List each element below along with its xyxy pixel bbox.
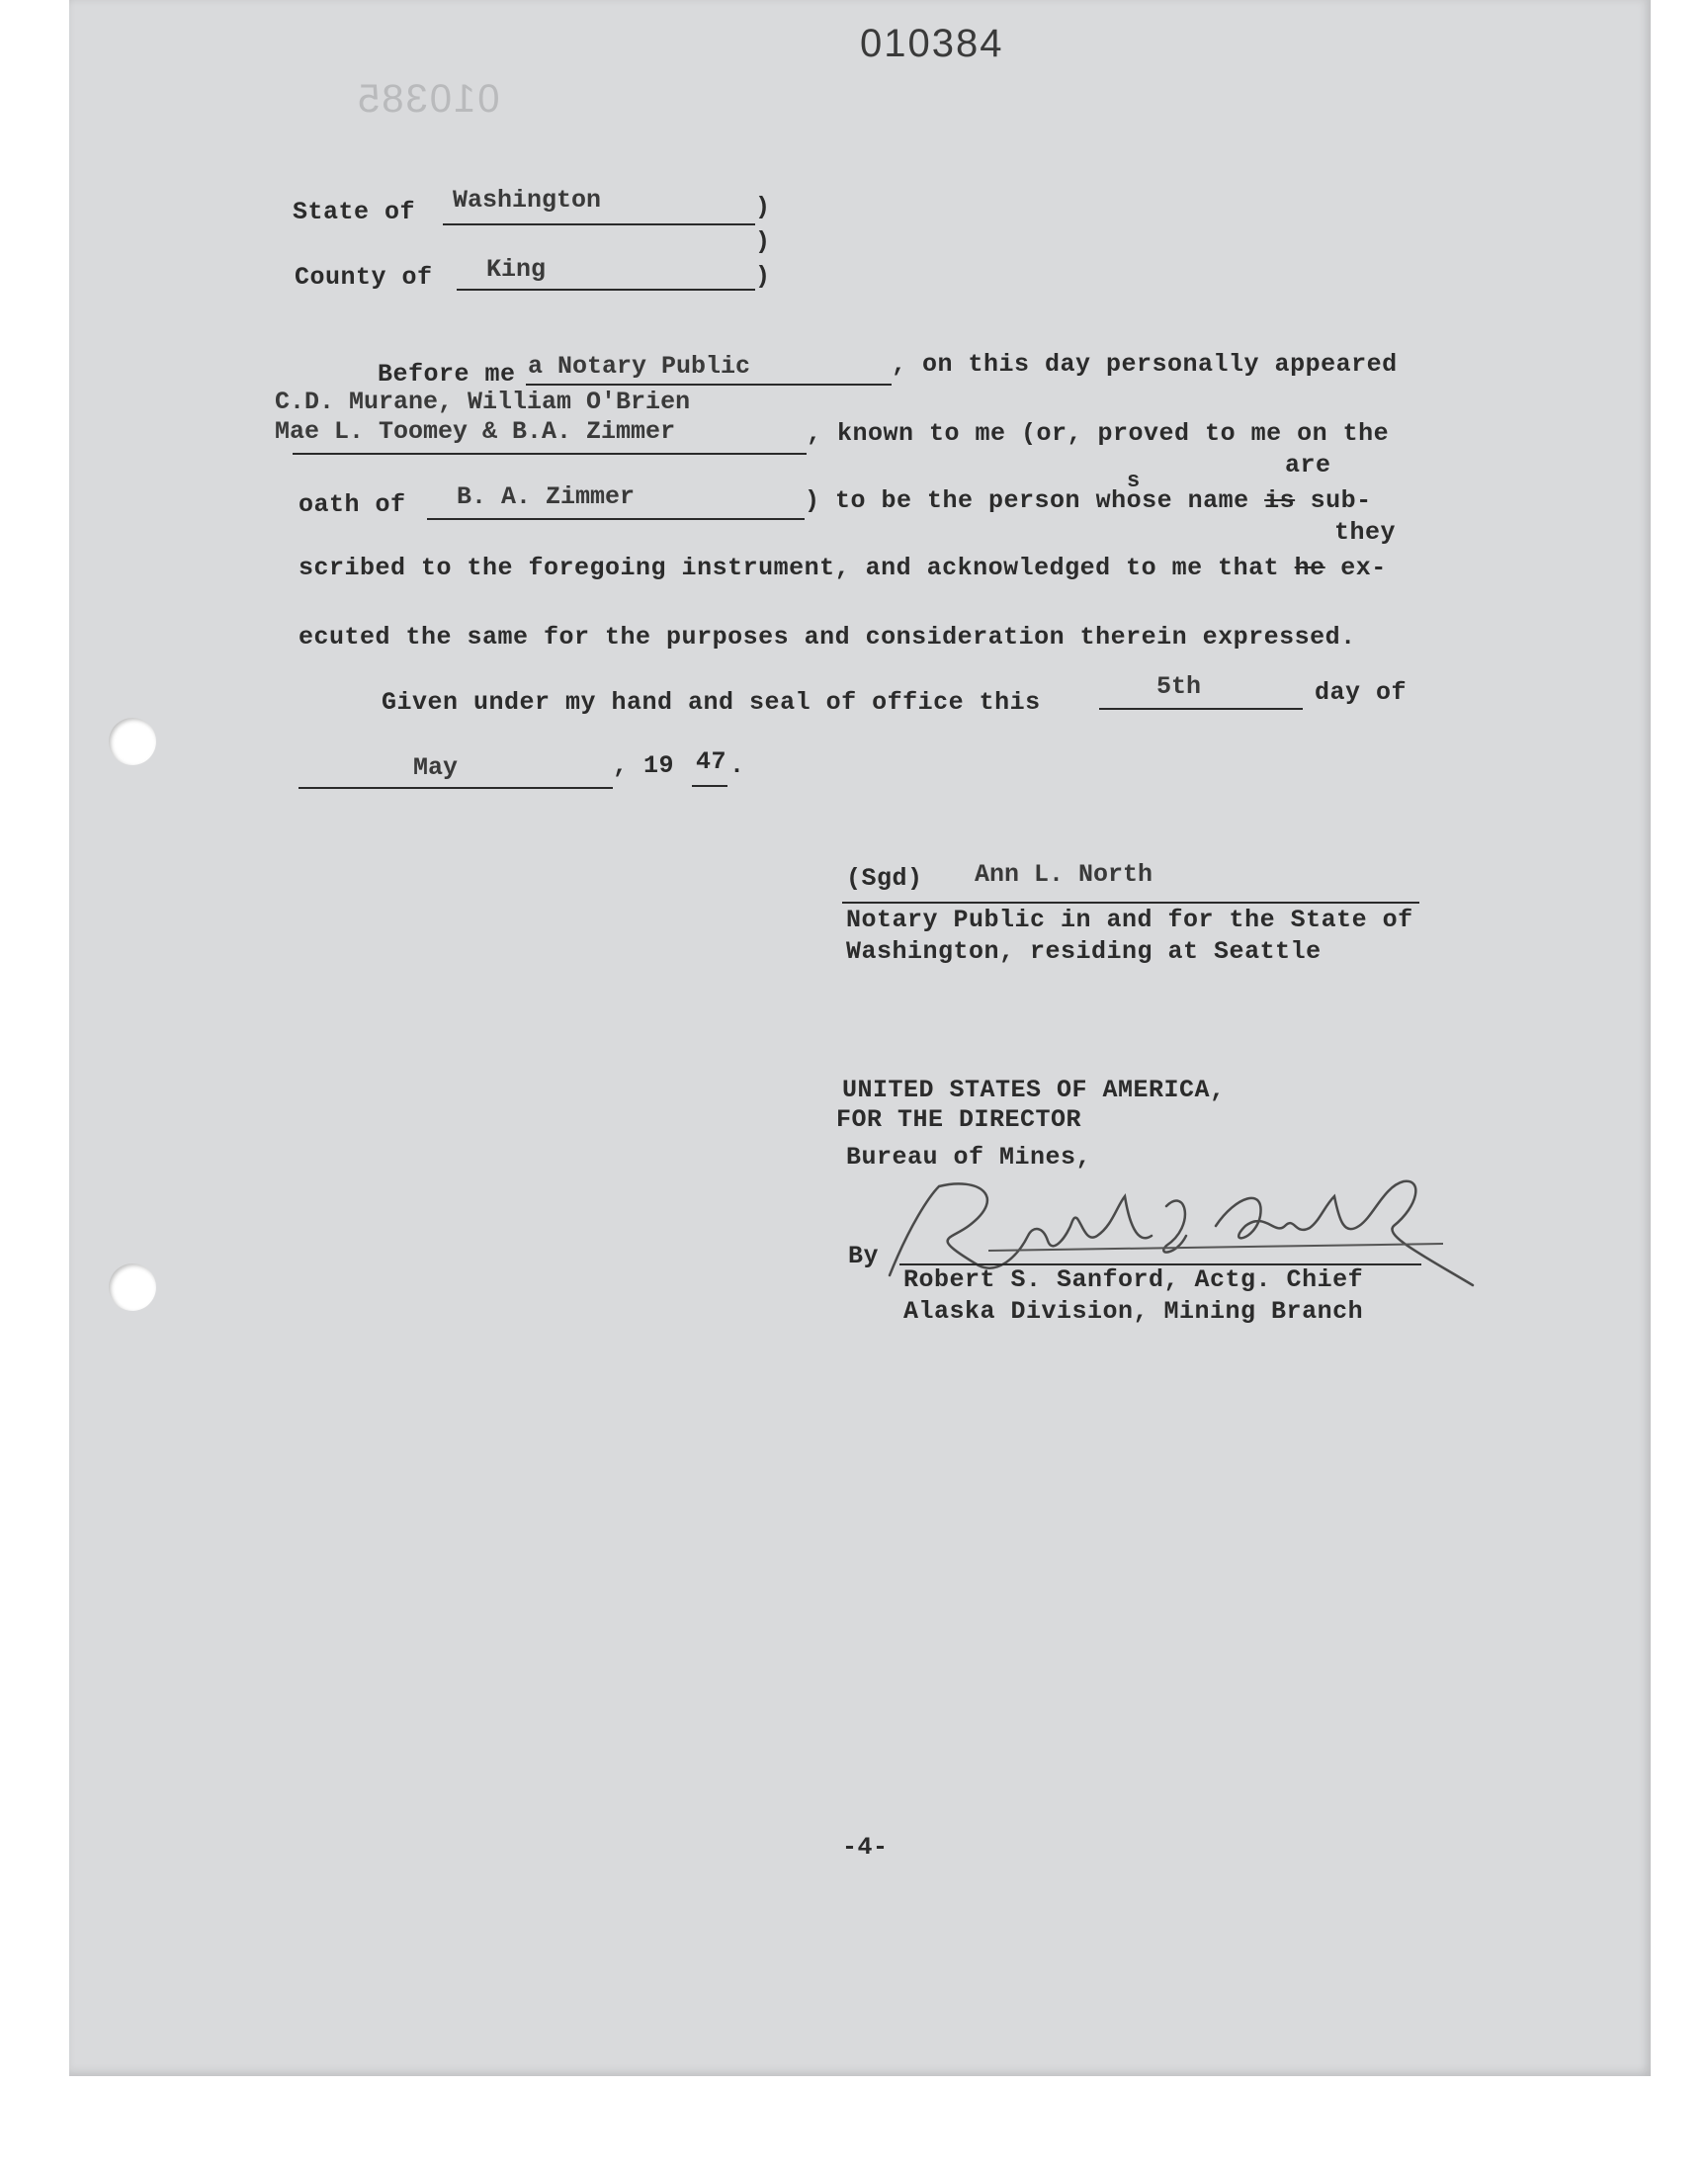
- oath-fill: B. A. Zimmer: [457, 482, 636, 511]
- oath-after-text: [805, 486, 1372, 515]
- usa-line: UNITED STATES OF AMERICA,: [842, 1076, 1226, 1104]
- known-to-me-text: , known to me (or, proved to me on the: [807, 419, 1390, 448]
- bureau-line: Bureau of Mines,: [846, 1143, 1092, 1172]
- county-label: County of: [295, 263, 433, 292]
- state-label: State of: [293, 198, 416, 226]
- paren-3: ): [755, 262, 771, 291]
- paren-1: ): [755, 193, 771, 221]
- document-number: 010384: [860, 22, 1004, 65]
- county-value: King: [486, 255, 547, 284]
- oath-struck-word: is: [1264, 486, 1296, 515]
- month-underline: [299, 787, 613, 789]
- names-fill-1: C.D. Murane, William O'Brien: [275, 388, 691, 416]
- appeared-text: , on this day personally appeared: [892, 350, 1398, 379]
- line4-end: ex-: [1340, 554, 1387, 582]
- notary-line-1: Notary Public in and for the State of: [846, 906, 1413, 934]
- sgd-name: Ann L. North: [975, 860, 1153, 889]
- month-fill: May: [413, 753, 459, 782]
- notary-fill-underline: [526, 384, 892, 386]
- given-text: Given under my hand and seal of office this: [382, 688, 1041, 717]
- state-value: Washington: [453, 186, 602, 215]
- given-day-fill: 5th: [1156, 672, 1202, 701]
- notary-fill: a Notary Public: [528, 352, 751, 381]
- year-underline: [692, 785, 727, 787]
- page-number: -4-: [842, 1833, 889, 1862]
- given-day-underline: [1099, 708, 1303, 710]
- document-number-bleedthrough: 010385: [356, 77, 500, 121]
- line4-main: scribed to the foregoing instrument, and acknowledged to me that: [299, 554, 1280, 582]
- year-fill: 47: [696, 747, 727, 776]
- line5-text: ecuted the same for the purposes and consideration therein expressed.: [299, 623, 1356, 652]
- day-of-text: day of: [1315, 678, 1408, 707]
- insert-s: s: [1127, 469, 1141, 493]
- state-underline: [443, 223, 755, 225]
- punch-hole-top: [109, 718, 156, 765]
- line4-text: [299, 554, 1387, 582]
- signer-line-2: Alaska Division, Mining Branch: [903, 1297, 1364, 1326]
- document-page: [69, 0, 1651, 2076]
- notary-signature-line: [842, 902, 1419, 904]
- sgd-label: (Sgd): [846, 864, 923, 893]
- director-line: FOR THE DIRECTOR: [836, 1105, 1082, 1134]
- names-fill-2: Mae L. Toomey & B.A. Zimmer: [275, 417, 676, 446]
- paren-2: ): [755, 227, 771, 256]
- notary-line-2: Washington, residing at Seattle: [846, 937, 1322, 966]
- insert-are: are: [1285, 451, 1331, 479]
- year-prefix: , 19: [613, 751, 675, 780]
- county-underline: [457, 289, 755, 291]
- oath-after-3: sub-: [1310, 486, 1372, 515]
- punch-hole-bottom: [109, 1263, 156, 1311]
- oath-label: oath of: [299, 490, 406, 519]
- line4-struck-word: he: [1294, 554, 1325, 582]
- signer-line-1: Robert S. Sanford, Actg. Chief: [903, 1265, 1364, 1294]
- insert-they: they: [1334, 518, 1397, 547]
- oath-after-2: whose name: [1095, 486, 1249, 515]
- oath-after-1: ) to be the person: [805, 486, 1081, 515]
- oath-underline: [427, 518, 805, 520]
- before-me-text: Before me: [378, 360, 516, 389]
- names-underline: [293, 453, 807, 455]
- by-label: By: [848, 1242, 880, 1270]
- year-end: .: [729, 751, 745, 780]
